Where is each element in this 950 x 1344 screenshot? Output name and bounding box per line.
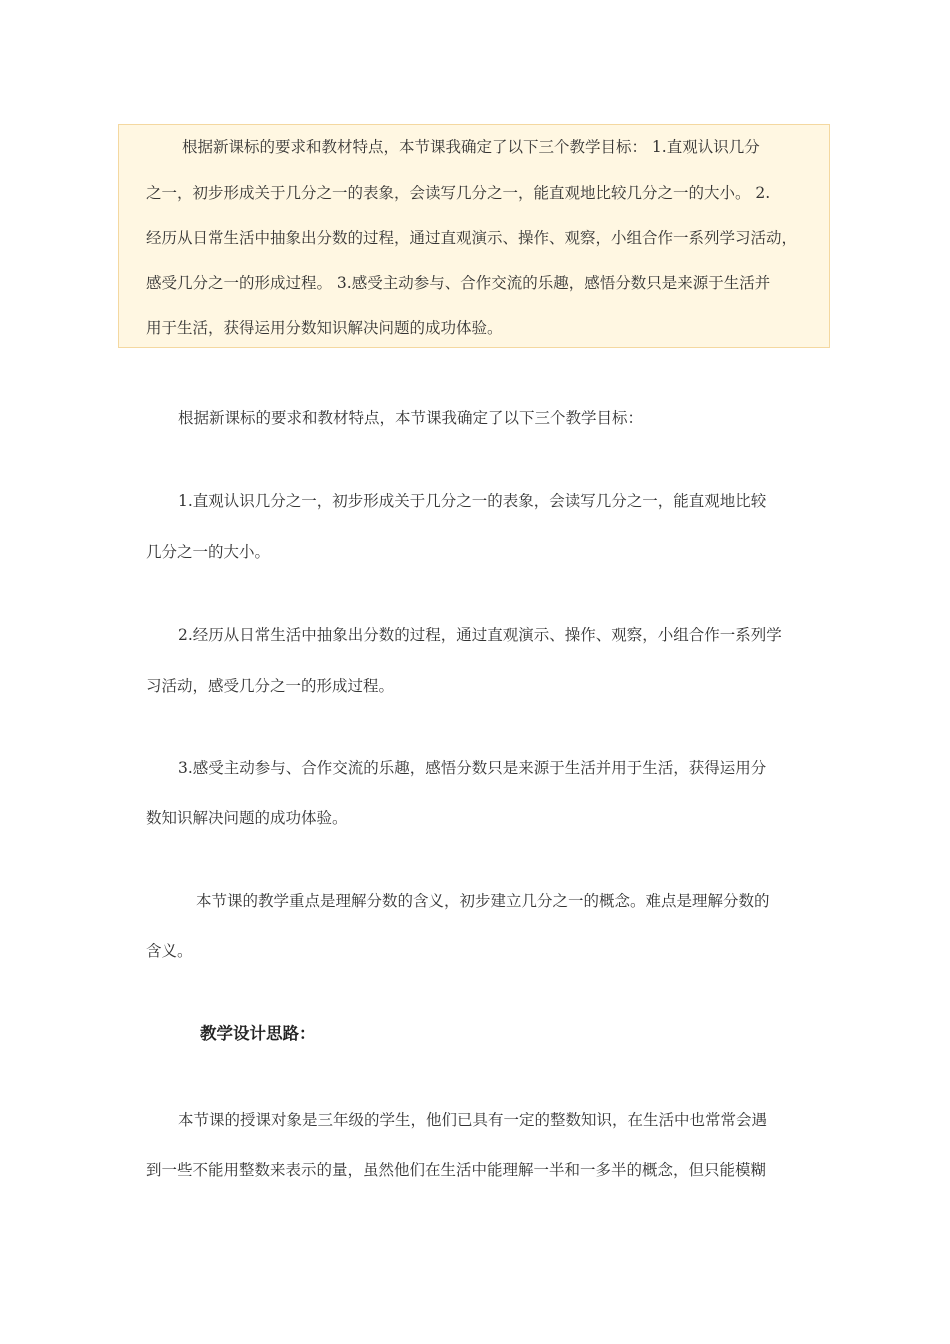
goal-2-line-1: 2.经历从日常生活中抽象出分数的过程，通过直观演示、操作、观察，小组合作一系列学	[178, 626, 782, 644]
highlight-line-5: 用于生活，获得运用分数知识解决问题的成功体验。	[146, 319, 503, 337]
design-line-2: 到一些不能用整数来表示的量，虽然他们在生活中能理解一半和一多半的概念，但只能模糊	[146, 1161, 767, 1179]
highlight-line-1: 根据新课标的要求和教材特点，本节课我确定了以下三个教学目标： 1.直观认识几分	[182, 138, 760, 156]
design-line-1: 本节课的授课对象是三年级的学生，他们已具有一定的整数知识，在生活中也常常会遇	[178, 1111, 768, 1129]
highlight-line-4: 感受几分之一的形成过程。 3.感受主动参与、合作交流的乐趣，感悟分数只是来源于生活并	[146, 274, 771, 292]
goal-1-line-2: 几分之一的大小。	[146, 543, 271, 561]
goal-3-line-2: 数知识解决问题的成功体验。	[146, 809, 348, 827]
highlight-line-3: 经历从日常生活中抽象出分数的过程，通过直观演示、操作、观察，小组合作一系列学习活动，	[146, 229, 798, 247]
focus-line-2: 含义。	[146, 942, 193, 960]
goal-2-line-2: 习活动，感受几分之一的形成过程。	[146, 677, 395, 695]
goal-3-line-1: 3.感受主动参与、合作交流的乐趣，感悟分数只是来源于生活并用于生活，获得运用分	[178, 759, 767, 777]
goal-1-line-1: 1.直观认识几分之一，初步形成关于几分之一的表象，会读写几分之一，能直观地比较	[178, 492, 767, 510]
highlight-line-2: 之一，初步形成关于几分之一的表象，会读写几分之一，能直观地比较几分之一的大小。 2.	[146, 184, 771, 202]
intro-paragraph: 根据新课标的要求和教材特点，本节课我确定了以下三个教学目标：	[178, 409, 644, 427]
design-heading: 教学设计思路：	[200, 1024, 316, 1043]
focus-line-1: 本节课的教学重点是理解分数的含义，初步建立几分之一的概念。难点是理解分数的	[196, 892, 770, 910]
